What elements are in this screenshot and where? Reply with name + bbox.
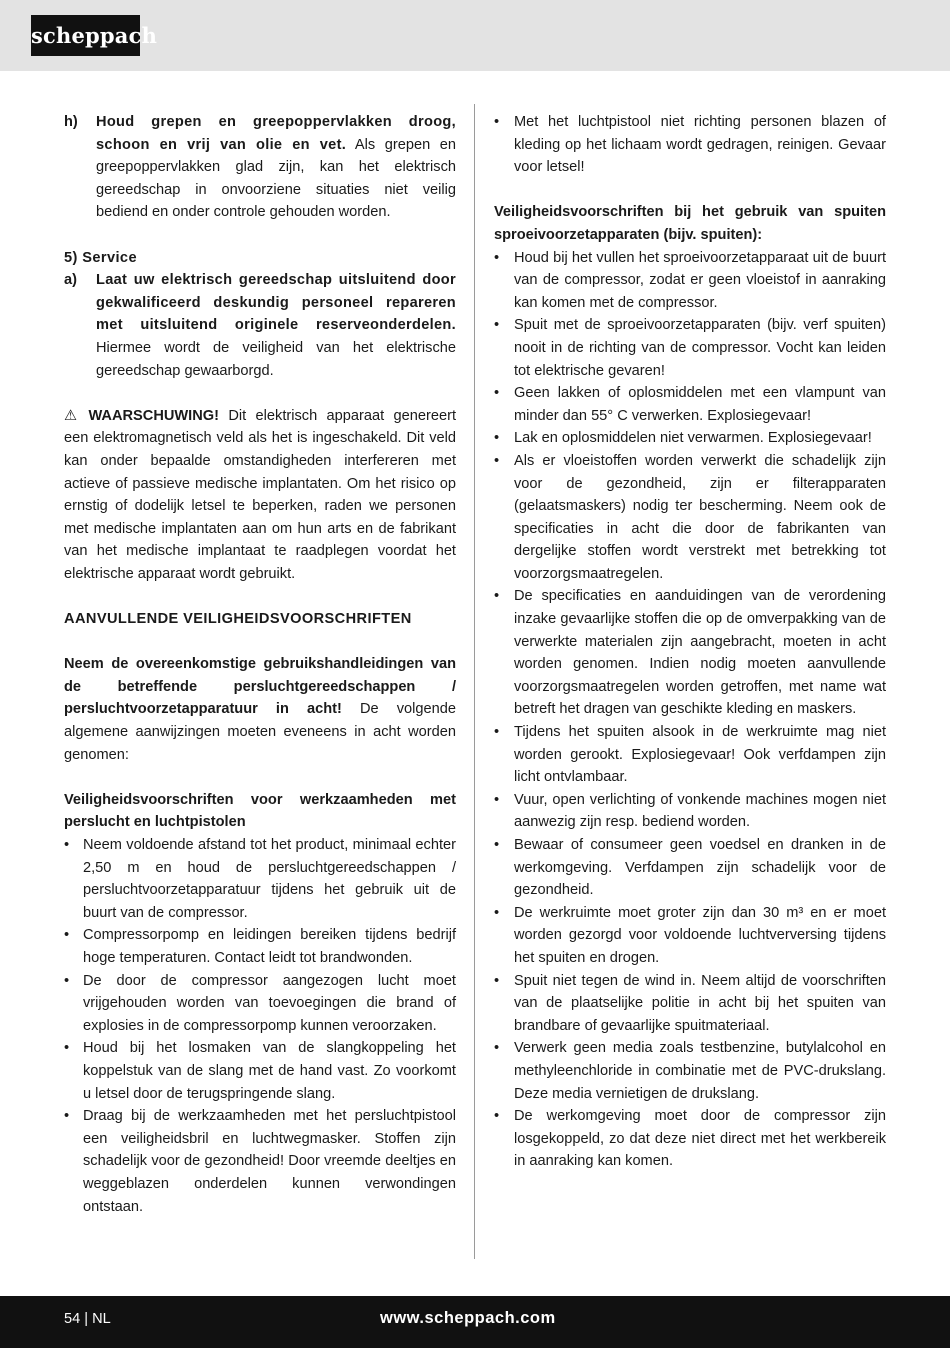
list-item: • Tijdens het spuiten alsook in de werkruimte mag niet worden gerookt. Explosiegevaar! Ook verfdampen zijn licht ontvlambaar. [494,721,886,789]
intro-bold: Neem de overeenkomstige gebruikshandleidingen van de betreffende persluchtgereedschappen / persluchtvoorzetapparatuur in acht! [64,656,456,718]
warning-triangle-icon: ⚠ [64,407,78,424]
perslucht-subheading: Veiligheidsvoorschriften voor werkzaamheden met perslucht en luchtpistolen [64,791,456,831]
warning-label: WAARSCHUWING! [88,407,219,424]
list-item: • Als er vloeistoffen worden verwerkt die schadelijk zijn voor de gezondheid, zijn er filterapparaten (gelaatsmaskers) nodig ter bescherming. Neem ook de specificaties in acht die door de fabrikanten van dergelijke stoffen wordt verstrekt met betrekking tot voorzorgsmaatregelen. [494,450,886,586]
list-item: • Spuit niet tegen de wind in. Neem altijd de voorschriften van de plaatselijke politie in acht bij het spuiten van brandbare of gevaarlijke spuitmateriaal. [494,970,886,1038]
instruction-a-body: Hiermee wordt de veiligheid van het elektrische gereedschap gewaarborgd. [96,339,456,379]
warning-paragraph [64,405,456,586]
list-item: • Houd bij het losmaken van de slangkoppeling het koppelstuk van de slang met de hand vast. Zo voorkomt u letsel door de terugspringende slang. [64,1037,456,1105]
list-item: • Lak en oplosmiddelen niet verwarmen. Explosiegevaar! [494,427,886,450]
page-number: 54 | NL [64,1311,111,1327]
intro-text: De volgende algemene aanwijzingen moeten eveneens in acht worden genomen: [64,701,456,763]
list-item: • Compressorpomp en leidingen bereiken tijdens bedrijf hoge temperaturen. Contact leidt tot brandwonden. [64,924,456,969]
warning-text: Dit elektrisch apparaat genereert een elektromagnetisch veld als het is ingeschakeld. Dit veld kan onder bepaalde omstandigheden interfereren met actieve of passieve medische implantaten. Om het risico op ernstig of dodelijk letsel te beperken, raden we personen met medische implantaten aan om hun arts en de fabrikant van het medische implantaat te raadplegen voordat het elektrische apparaat wordt gebruikt. [64,407,457,582]
luchtpistool-bullet-list [494,111,886,179]
list-item: • Bewaar of consumeer geen voedsel en dranken in de werkomgeving. Verfdampen zijn schadelijk voor de gezondheid. [494,834,886,902]
list-item: • Geen lakken of oplosmiddelen met een vlampunt van minder dan 55° C verwerken. Explosiegevaar! [494,382,886,427]
list-item: • Spuit met de sproeivoorzetapparaten (bijv. verf spuiten) nooit in de richting van de compressor. Vocht kan leiden tot elektrische gevaren! [494,314,886,382]
service-heading: 5) Service [64,249,137,266]
list-item: • Vuur, open verlichting of vonkende machines mogen niet aanwezig zijn resp. bediend worden. [494,789,886,834]
scheppach-logo: scheppach [31,15,140,56]
page-header [0,0,950,71]
list-item: • Houd bij het vullen het sproeivoorzetapparaat uit de buurt van de compressor, zodat er geen vloeistof in aanraking kan komen met de compressor. [494,247,886,315]
column-divider [474,104,475,1259]
list-item: • Draag bij de werkzaamheden met het persluchtpistool een veiligheidsbril en luchtwegmasker. Stoffen zijn schadelijk voor de gezondheid! Door vreemde deeltjes en weggeblazen onderdelen kunnen verwondingen ontstaan. [64,1105,456,1218]
instruction-h-bold: Houd grepen en greepoppervlakken droog, schoon en vrij van olie en vet. [96,114,456,153]
list-item: • De werkomgeving moet door de compressor zijn losgekoppeld, zo dat deze niet direct met het werkbereik in aanraking kan komen. [494,1105,886,1173]
list-item: • Neem voldoende afstand tot het product, minimaal echter 2,50 m en houd de persluchtgereedschappen / persluchtvoorzetapparatuur tijdens het gebruik uit de buurt van de compressor. [64,834,456,924]
list-item: • De specificaties en aanduidingen van de verordening inzake gevaarlijke stoffen die op de omverpakking van de verwerkte materialen zijn aangebracht, moeten in acht worden genomen. Indien nodig moeten aanvullende voorzorgsmaatregelen worden getroffen, met name wat betreft het dragen van geschikte kleding en maskers. [494,585,886,721]
instruction-h-body: Als grepen en greepoppervlakken glad zijn, kan het elektrisch gereedschap in onvoorziene situaties niet veilig bediend en onder controle gehouden worden. [96,136,457,221]
list-item: • De werkruimte moet groter zijn dan 30 m³ en er moet worden gezorgd voor voldoende luchtverversing tijdens het spuiten en drogen. [494,902,886,970]
perslucht-bullet-list [64,834,456,1218]
left-column [64,111,456,1218]
page-footer [0,1296,950,1348]
instruction-h-label: h) [64,114,78,130]
right-column [494,111,886,1173]
instruction-a-text [96,269,456,382]
instruction-h-text [96,111,456,224]
list-item: • De door de compressor aangezogen lucht moet vrijgehouden worden van toevoegingen die brand of explosies in de compressorpomp kunnen veroorzaken. [64,970,456,1038]
instruction-a [64,269,456,382]
spuit-subheading: Veiligheidsvoorschriften bij het gebruik van spuiten sproeivoorzetapparaten (bijv. spuiten): [494,204,886,243]
website-link[interactable]: www.scheppach.com [380,1309,556,1327]
instruction-a-label: a) [64,272,77,289]
list-item: • Verwerk geen media zoals testbenzine, butylalcohol en methyleenchloride in combinatie met de PVC-drukslang. Deze media vernietigen de drukslang. [494,1037,886,1105]
section-heading: AANVULLENDE VEILIGHEIDSVOORSCHRIFTEN [64,611,412,628]
intro-paragraph [64,653,456,766]
spuit-bullet-list [494,247,886,1173]
list-item: • Met het luchtpistool niet richting personen blazen of kleding op het lichaam wordt gedragen, reinigen. Gevaar voor letsel! [494,111,886,179]
instruction-a-bold: Laat uw elektrisch gereedschap uitsluitend door gekwalificeerd deskundig personeel repareren met uitsluitend originele reserveonderdelen. [96,272,456,334]
instruction-h [64,111,456,224]
